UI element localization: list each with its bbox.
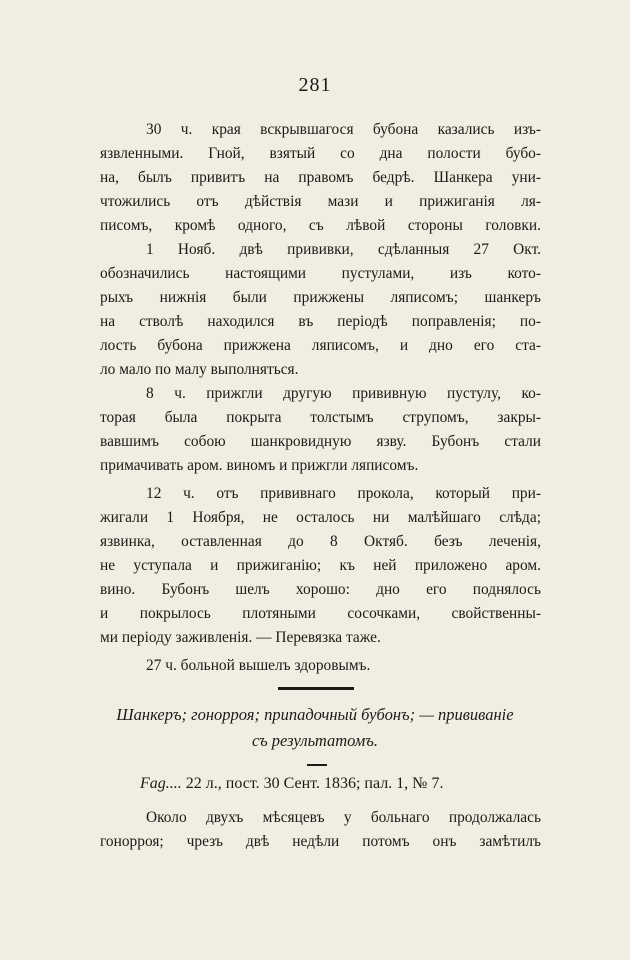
text-line: вино. Бубонъ шелъ хорошо: дно его поднялось <box>100 581 541 598</box>
text-line: ло мало по малу выполняться. <box>100 361 299 378</box>
text-line: на стволѣ находился въ періодѣ поправленія; по- <box>100 313 541 330</box>
text-line: Около двухъ мѣсяцевъ у больнаго продолжалась <box>146 809 541 826</box>
text-line: на, былъ привитъ на правомъ бедрѣ. Шанкера уни- <box>100 169 541 186</box>
text-line: 1 Нояб. двѣ прививки, сдѣланныя 27 Окт. <box>146 241 541 258</box>
short-divider <box>307 764 327 766</box>
text-line: язвинка, оставленная до 8 Октяб. безъ леченія, <box>100 533 541 550</box>
text-line: 12 ч. отъ прививнаго прокола, который при- <box>146 485 541 502</box>
text-line: вавшимъ собою шанкровидную язву. Бубонъ стали <box>100 433 541 450</box>
text-line: 30 ч. края вскрывшагося бубона казались изъ- <box>146 121 541 138</box>
text-line: ми періоду заживленія. — Перевязка таже. <box>100 629 381 646</box>
text-line: жигали 1 Ноября, не осталось ни малѣйшаго слѣда; <box>100 509 541 526</box>
text-line: не уступала и прижиганію; къ ней приложено аром. <box>100 557 541 574</box>
page-number: 281 <box>298 74 332 96</box>
text-line: и покрылось плотяными сосочками, свойственны- <box>100 605 541 622</box>
patient-name: Fag.... <box>140 775 182 792</box>
text-line: 8 ч. прижгли другую прививную пустулу, ко- <box>146 385 541 402</box>
text-line: лость бубона прижжена ляписомъ, и дно его ста- <box>100 337 541 354</box>
case-details: 22 л., пост. 30 Сент. 1836; пал. 1, № 7. <box>181 775 444 792</box>
text-line: торая была покрыта толстымъ струпомъ, закры- <box>100 409 541 426</box>
text-line: язвленными. Гной, взятый со дна полости бубо- <box>100 145 541 162</box>
section-title: Шанкеръ; гонорроя; припадочный бубонъ; — прививаніе <box>116 705 514 724</box>
text-line: примачивать аром. виномъ и прижгли ляписомъ. <box>100 457 419 474</box>
text-line: 27 ч. больной вышелъ здоровымъ. <box>146 657 371 674</box>
case-header <box>140 772 536 796</box>
text-line: обозначились настоящими пустулами, изъ кото- <box>100 265 541 282</box>
section-title-cont: съ результатомъ. <box>252 731 378 750</box>
text-line: чтожились отъ дѣйствія мази и прижиганія ля- <box>100 193 541 210</box>
section-divider <box>278 687 354 690</box>
text-line: рыхъ нижнія были прижжены ляписомъ; шанкеръ <box>100 289 541 306</box>
text-line: гонорроя; чрезъ двѣ недѣли потомъ онъ замѣтилъ <box>100 833 541 850</box>
text-line: писомъ, кромѣ одного, съ лѣвой стороны головки. <box>100 217 541 234</box>
